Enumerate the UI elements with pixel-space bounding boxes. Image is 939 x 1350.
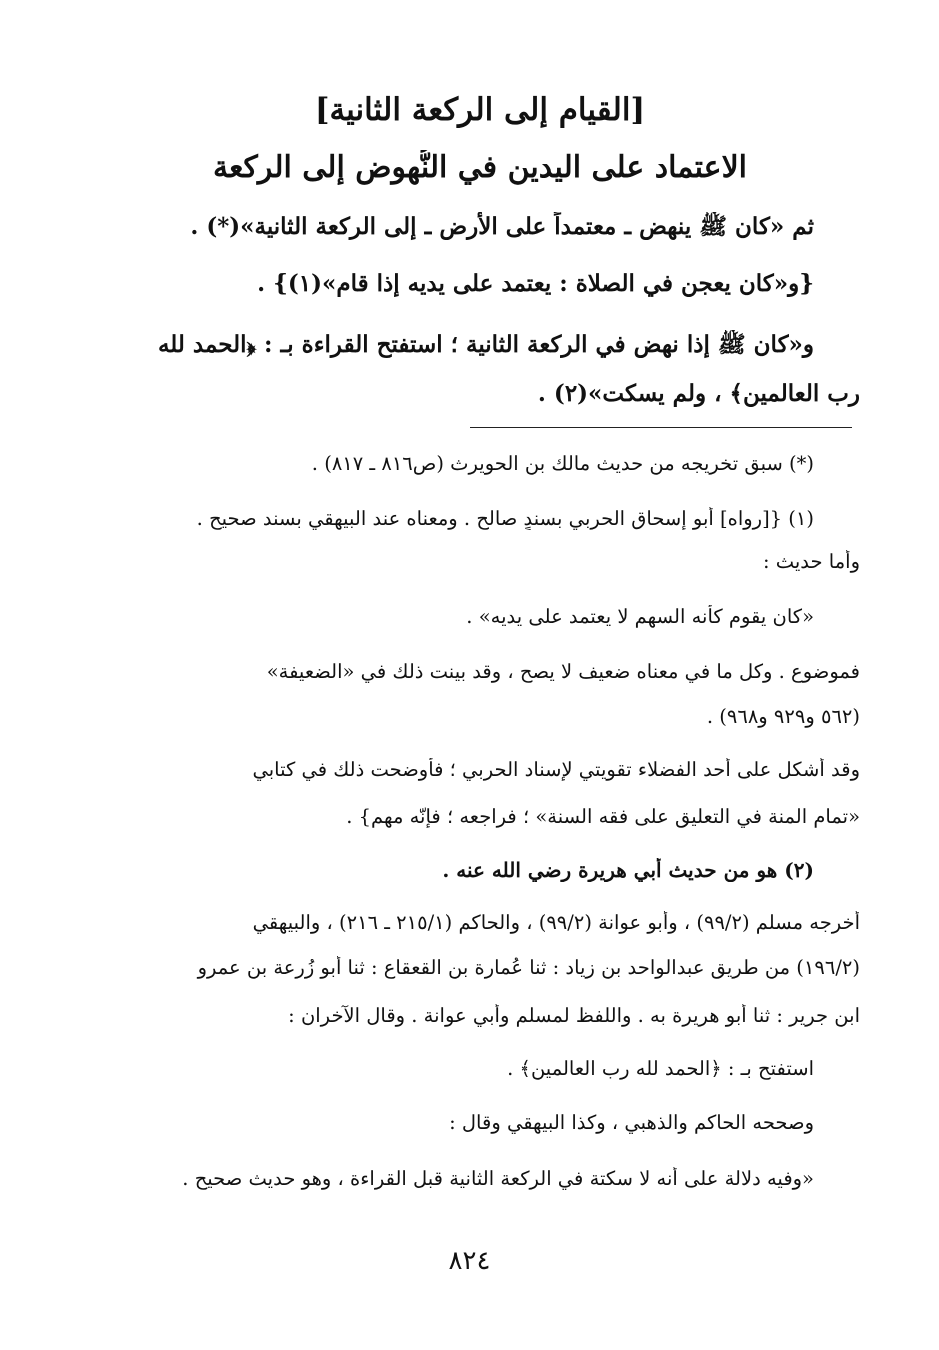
body-line-2: {و«كان يعجن في الصلاة : يعتمد على يديه إذا قام»(١)} . — [257, 270, 814, 297]
body-line-3: و«كان ﷺ إذا نهض في الركعة الثانية ؛ استفتح القراءة بـ : ﴿الحمد لله — [157, 331, 814, 358]
footnote-divider — [470, 427, 852, 428]
footnote-line: (١٩٦/٢) من طريق عبدالواحد بن زياد : ثنا عُمارة بن القعقاع : ثنا أبو زُرعة بن عمرو — [197, 956, 860, 979]
footnote-line: وصححه الحاكم والذهبي ، وكذا البيهقي وقال : — [449, 1111, 814, 1134]
footnote-star: (*) سبق تخريجه من حديث مالك بن الحويرث (ص٨١٦ ـ ٨١٧) . — [311, 452, 814, 475]
footnote-1: (١) {[رواه] أبو إسحاق الحربي بسندٍ صالح . ومعناه عند البيهقي بسند صحيح . — [196, 507, 814, 530]
footnote-line: أخرجه مسلم (٩٩/٢) ، وأبو عوانة (٩٩/٢) ، والحاكم (٢١٥/١ ـ ٢١٦) ، والبيهقي — [252, 911, 860, 934]
footnote-2: (٢) هو من حديث أبي هريرة رضي الله عنه . — [442, 858, 814, 882]
footnote-line: فموضوع . وكل ما في معناه ضعيف لا يصح ، وقد بينت ذلك في «الضعيفة» — [266, 660, 860, 683]
footnote-line: استفتح بـ : ﴿الحمد لله رب العالمين﴾ . — [507, 1057, 814, 1080]
footnote-line: وأما حديث : — [762, 550, 860, 573]
section-subtitle: الاعتماد على اليدين في النُّهوض إلى الركعة — [212, 150, 748, 185]
footnote-line: وقد أشكل على أحد الفضلاء تقويتي لإسناد الحربي ؛ فأوضحت ذلك في كتابي — [252, 758, 860, 781]
body-line-1: ثم «كان ﷺ ينهض ـ معتمداً على الأرض ـ إلى الركعة الثانية»(*) . — [190, 213, 814, 240]
footnote-line: «كان يقوم كأنه السهم لا يعتمد على يديه» . — [466, 605, 814, 628]
footnote-line: «تمام المنة في التعليق على فقه السنة» ؛ فراجعه ؛ فإنّه مهم} . — [346, 805, 860, 828]
body-line-4: رب العالمين﴾ ، ولم يسكت»(٢) . — [537, 380, 860, 407]
page-number: ٨٢٤ — [448, 1246, 491, 1276]
footnote-line: (٥٦٢ و٩٢٩ و٩٦٨) . — [706, 705, 860, 728]
footnote-line: ابن جرير : ثنا أبو هريرة به . واللفظ لمسلم وأبي عوانة . وقال الآخران : — [288, 1004, 860, 1027]
book-page — [100, 0, 860, 1350]
section-title: [القيام إلى الركعة الثانية] — [314, 92, 646, 128]
footnote-line: «وفيه دلالة على أنه لا سكتة في الركعة الثانية قبل القراءة ، وهو حديث صحيح . — [182, 1167, 814, 1190]
